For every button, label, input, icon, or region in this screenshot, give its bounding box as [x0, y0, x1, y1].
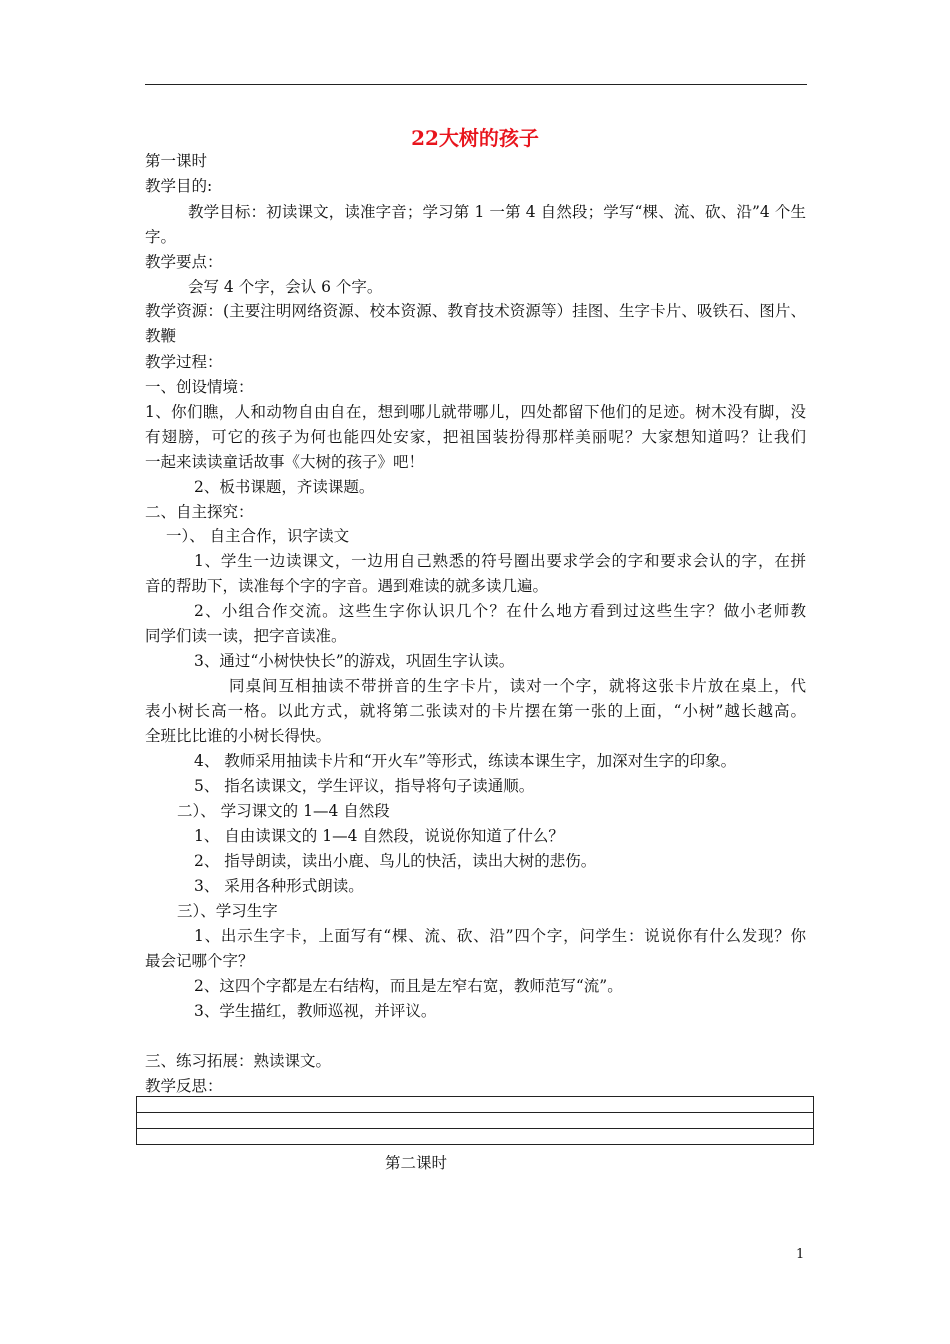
sub1-step3: 3、通过“小树快快长”的游戏，巩固生字认读。	[194, 652, 515, 670]
second-period-heading: 第二课时	[385, 1154, 448, 1172]
sub2-step2: 2、 指导朗读，读出小鹿、鸟儿的快活，读出大树的悲伤。	[194, 852, 597, 870]
reflection-row	[137, 1129, 814, 1145]
subsection-1-heading: 一）、 自主合作，识字读文	[166, 527, 350, 545]
reflection-cell[interactable]	[137, 1113, 814, 1129]
game-desc-line2: 表小树长高一格。以此方式，就将第二张读对的卡片摆在第一张的上面，“小树”越长越高。	[145, 702, 806, 720]
sub3-step1-line1: 1、出示生字卡，上面写有“棵、流、砍、沿”四个字，问学生：说说你有什么发现？你	[194, 927, 806, 945]
resources-line2: 教鞭	[145, 327, 177, 345]
header-rule	[145, 84, 807, 85]
sub3-step3: 3、学生描红，教师巡视，并评议。	[194, 1002, 437, 1020]
reflection-row	[137, 1097, 814, 1113]
reflection-table	[136, 1096, 814, 1145]
reflection-heading: 教学反思：	[145, 1077, 223, 1095]
key-points-text: 会写 4 个字，会认 6 个字。	[188, 278, 383, 296]
paragraph-1-line2: 有翅膀，可它的孩子为何也能四处安家，把祖国装扮得那样美丽呢？大家想知道吗？让我们	[145, 428, 806, 446]
sub1-step2-line1: 2、小组合作交流。这些生字你认识几个？在什么地方看到过这些生字？做小老师教	[194, 602, 806, 620]
reflection-cell[interactable]	[137, 1129, 814, 1145]
sub3-step2: 2、这四个字都是左右结构，而且是左窄右宽，教师范写“流”。	[194, 977, 623, 995]
section-2-heading: 二、自主探究：	[145, 503, 254, 521]
sub2-step1: 1、 自由读课文的 1—4 自然段，说说你知道了什么？	[194, 827, 564, 845]
sub2-step3: 3、 采用各种形式朗读。	[194, 877, 364, 895]
process-heading: 教学过程：	[145, 353, 223, 371]
reflection-row	[137, 1113, 814, 1129]
sub3-step1-line2: 最会记哪个字？	[145, 952, 254, 970]
subsection-3-heading: 三）、学习生字	[177, 902, 278, 920]
page-number: 1	[796, 1247, 805, 1262]
section-3-heading: 三、练习拓展：熟读课文。	[145, 1052, 332, 1070]
game-desc-line3: 全班比比谁的小树长得快。	[145, 727, 332, 745]
teaching-goal-line2: 字。	[145, 228, 177, 246]
lesson-title: 22大树的孩子	[411, 126, 539, 150]
sub1-step5: 5、 指名读课文，学生评议，指导将句子读通顺。	[194, 777, 535, 795]
sub1-step1-line2: 音的帮助下，读准每个字的字音。遇到难读的就多读几遍。	[145, 577, 549, 595]
teaching-goal-line1: 教学目标：初读课文，读准字音；学习第 1 一第 4 自然段；学写“棵、流、砍、沿”4 个生	[188, 203, 806, 221]
lesson-period: 第一课时	[145, 152, 208, 170]
paragraph-1-line3: 一起来读读童话故事《大树的孩子》吧！	[145, 453, 425, 471]
game-desc-line1: 同桌间互相抽读不带拼音的生字卡片，读对一个字，就将这张卡片放在桌上，代	[229, 677, 806, 695]
sub1-step1-line1: 1、学生一边读课文，一边用自己熟悉的符号圈出要求学会的字和要求会认的字，在拼	[194, 552, 806, 570]
resources-line1: 教学资源：(主要注明网络资源、校本资源、教育技术资源等）挂图、生字卡片、吸铁石、图片、	[145, 302, 806, 320]
key-points-heading: 教学要点：	[145, 253, 223, 271]
paragraph-1-line1: 1、你们瞧，人和动物自由自在，想到哪儿就带哪儿，四处都留下他们的足迹。树木没有脚，没	[145, 403, 806, 421]
reflection-cell[interactable]	[137, 1097, 814, 1113]
teaching-purpose-heading: 教学目的:	[145, 177, 213, 195]
step-2-blackboard: 2、板书课题，齐读课题。	[194, 478, 375, 496]
sub1-step2-line2: 同学们读一读，把字音读准。	[145, 627, 347, 645]
section-1-heading: 一、创设情境：	[145, 378, 254, 396]
sub1-step4: 4、 教师采用抽读卡片和“开火车”等形式，练读本课生字，加深对生字的印象。	[194, 752, 737, 770]
subsection-2-heading: 二）、 学习课文的 1—4 自然段	[177, 802, 390, 820]
